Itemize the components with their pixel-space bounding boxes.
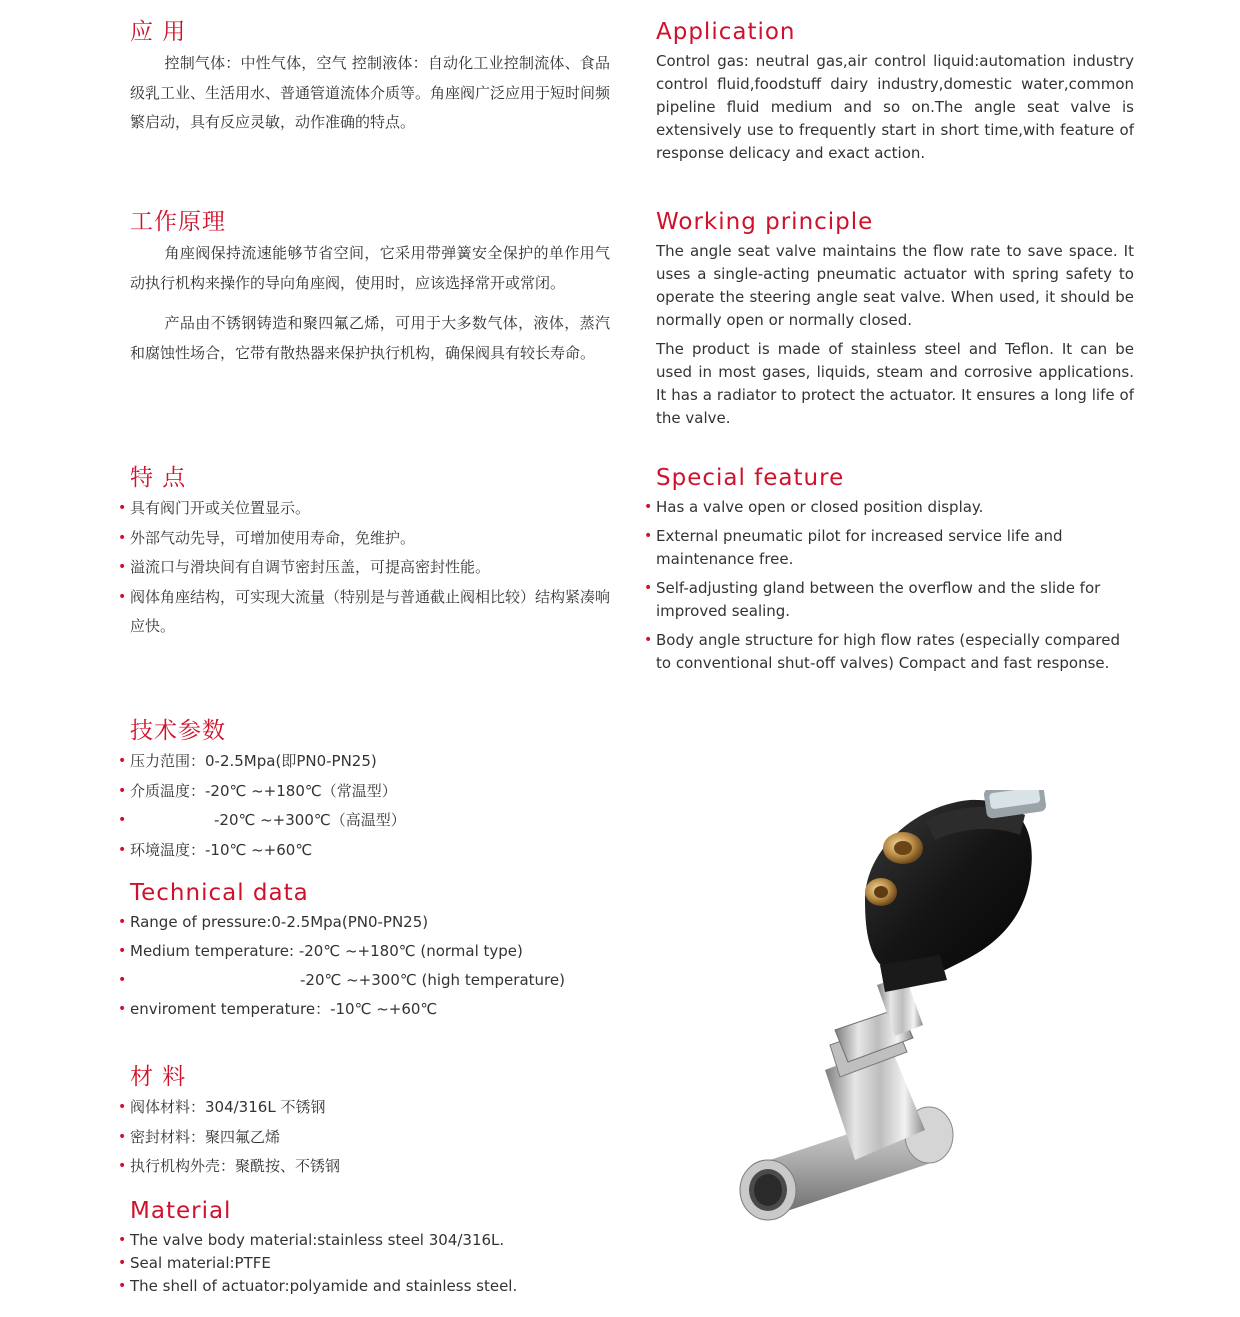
angle-seat-valve-image — [735, 790, 1075, 1240]
application-en-text: Control gas: neutral gas,air control liquid:automation industry control fluid,foodstuff dairy industry,domestic water,common pipeline fluid medium and so on.The angle seat valve is extensively use to frequently start in short time,with feature of response delicacy and exact action. — [656, 52, 1134, 162]
material-en-title: Material — [130, 1198, 232, 1224]
feature-cn-section — [130, 463, 610, 642]
list-item-continuation — [130, 806, 610, 836]
working-cn-title: 工作原理 — [130, 209, 226, 235]
tech-en-list — [130, 908, 610, 1024]
tech-cn-list — [130, 747, 610, 865]
material-en-section — [130, 1196, 610, 1298]
list-item: • 溢流口与滑块间有自调节密封压盖，可提高密封性能。 — [130, 553, 610, 583]
working-en-section — [656, 207, 1134, 430]
working-en-title: Working principle — [656, 209, 874, 235]
list-item: • 密封材料：聚四氟乙烯 — [130, 1123, 610, 1153]
material-cn-section — [130, 1062, 610, 1182]
feature-en-list — [656, 496, 1134, 675]
list-item-text: -20℃ ~+300℃ (high temperature) — [300, 971, 565, 989]
list-item: • 具有阀门开或关位置显示。 — [130, 494, 610, 524]
application-cn-text: 控制气体：中性气体，空气 控制液体：自动化工业控制流体、食品级乳工业、生活用水、普通管道流体介质等。角座阀广泛应用于短时间频繁启动，具有反应灵敏，动作准确的特点。 — [130, 54, 611, 131]
list-item: • Seal material:PTFE — [130, 1252, 610, 1275]
tech-cn-title: 技术参数 — [130, 718, 226, 744]
list-item-text: -20℃ ~+300℃（高温型） — [214, 811, 406, 829]
working-cn-p1: 角座阀保持流速能够节省空间，它采用带弹簧安全保护的单作用气动执行机构来操作的导向角座阀，使用时，应该选择常开或常闭。 — [130, 244, 610, 292]
list-item: • 阀体角座结构，可实现大流量（特别是与普通截止阀相比较）结构紧凑响应快。 — [130, 583, 610, 642]
feature-cn-title: 特 点 — [130, 465, 187, 491]
working-en-p2: The product is made of stainless steel and Teflon. It can be used in most gases, liquids, steam and corrosive applications. It has a radiator to protect the actuator. It ensures a long life of the valve. — [656, 340, 1134, 427]
list-item: • 环境温度：-10℃ ~+60℃ — [130, 836, 610, 866]
tech-cn-section — [130, 716, 610, 865]
working-cn-p2: 产品由不锈钢铸造和聚四氟乙烯，可用于大多数气体，液体，蒸汽和腐蚀性场合，它带有散热器来保护执行机构，确保阀具有较长寿命。 — [130, 314, 610, 362]
feature-cn-list — [130, 494, 610, 642]
material-en-list — [130, 1229, 610, 1298]
application-en-title: Application — [656, 19, 796, 45]
feature-en-title: Special feature — [656, 465, 845, 491]
tech-en-title: Technical data — [130, 880, 309, 906]
working-en-p1: The angle seat valve maintains the flow rate to save space. It uses a single-acting pneumatic actuator with spring safety to operate the steering angle seat valve. When used, it should be normally open or normally closed. — [656, 242, 1134, 329]
list-item: • Medium temperature: -20℃ ~+180℃ (normal type) — [130, 937, 610, 966]
application-cn-section — [130, 17, 610, 138]
list-item: • Body angle structure for high flow rates (especially compared to conventional shut-off valves) Compact and fast response. — [656, 629, 1134, 675]
feature-en-section — [656, 463, 1134, 681]
list-item: • enviroment temperature：-10℃ ~+60℃ — [130, 995, 610, 1024]
tech-en-section — [130, 878, 610, 1024]
list-item: • 阀体材料：304/316L 不锈钢 — [130, 1093, 610, 1123]
list-item: • The shell of actuator:polyamide and stainless steel. — [130, 1275, 610, 1298]
list-item: • 执行机构外壳：聚酰按、不锈钢 — [130, 1152, 610, 1182]
list-item: • 外部气动先导，可增加使用寿命，免维护。 — [130, 524, 610, 554]
list-item: • Self-adjusting gland between the overflow and the slide for improved sealing. — [656, 577, 1134, 623]
list-item: • Has a valve open or closed position display. — [656, 496, 1134, 519]
list-item: • External pneumatic pilot for increased service life and maintenance free. — [656, 525, 1134, 571]
list-item: • The valve body material:stainless steel 304/316L. — [130, 1229, 610, 1252]
application-en-section — [656, 17, 1134, 165]
list-item-continuation — [130, 966, 610, 995]
list-item: • 压力范围：0-2.5Mpa(即PN0-PN25) — [130, 747, 610, 777]
material-cn-list — [130, 1093, 610, 1182]
working-cn-section — [130, 207, 610, 368]
application-cn-title: 应 用 — [130, 19, 187, 45]
list-item: • 介质温度：-20℃ ~+180℃（常温型） — [130, 777, 610, 807]
material-cn-title: 材 料 — [130, 1064, 187, 1090]
list-item: • Range of pressure:0-2.5Mpa(PN0-PN25) — [130, 908, 610, 937]
